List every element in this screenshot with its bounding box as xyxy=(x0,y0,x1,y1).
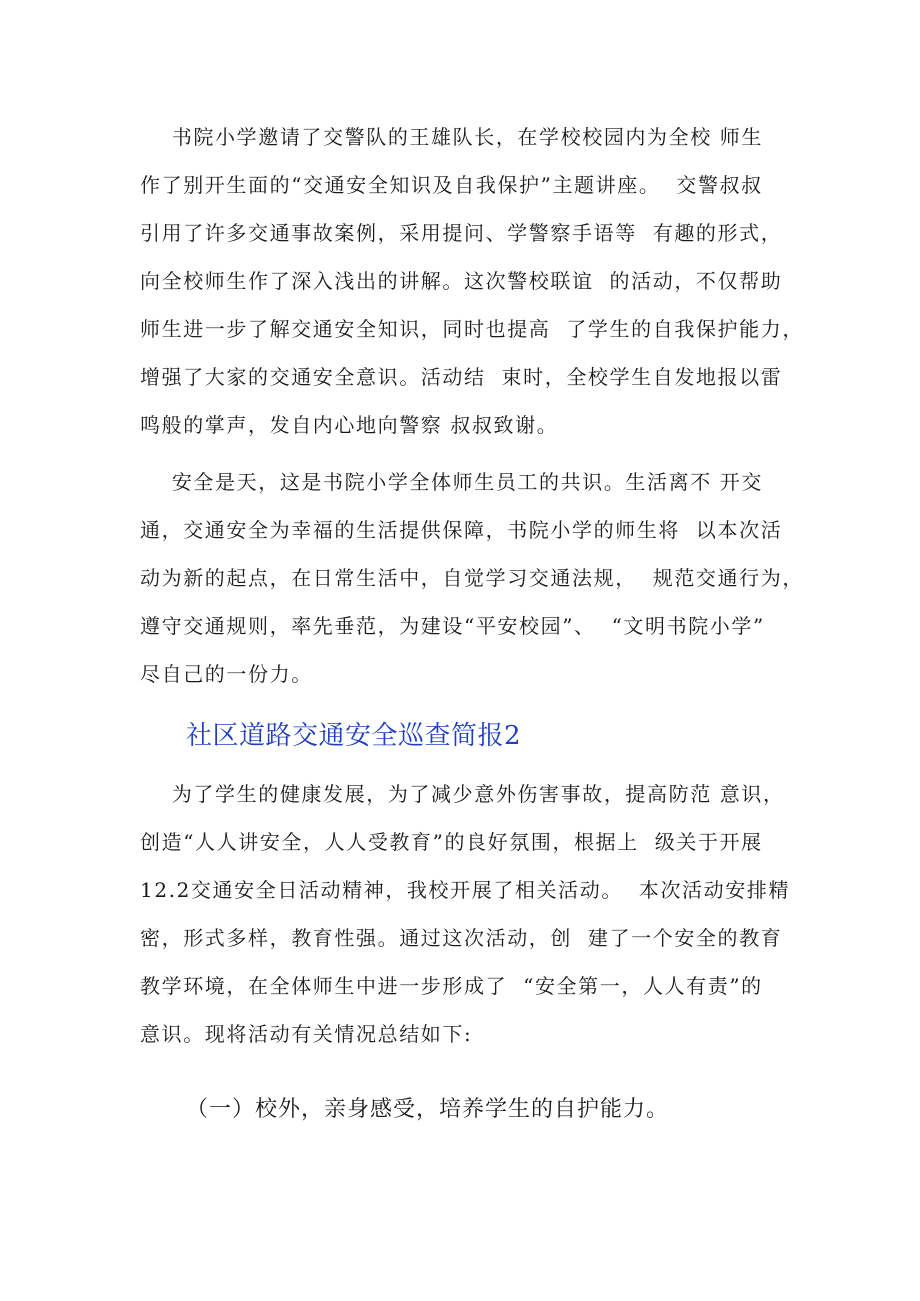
section-heading: 社区道路交通安全巡查简报2 xyxy=(186,721,522,751)
paragraph-line: 向全校师生作了深入浅出的讲解。这次警校联谊 的活动，不仅帮助 xyxy=(140,269,783,293)
paragraph-line: 尽自己的一份力。 xyxy=(140,662,313,686)
paragraph-line: 书院小学邀请了交警队的王雄队长，在学校校园内为全校 师生 xyxy=(140,125,763,149)
paragraph-activity-summary xyxy=(140,770,810,1058)
paragraph-line: 动为新的起点，在日常生活中，自觉学习交通法规， 规范交通行为， xyxy=(140,566,804,590)
paragraph-line: 创造“人人讲安全，人人受教育”的良好氛围，根据上 级关于开展 xyxy=(140,830,763,854)
paragraph-line: 教学环境，在全体师生中进一步形成了 “安全第一，人人有责”的 xyxy=(140,974,763,998)
subsection-heading: （一）校外，亲身感受，培养学生的自护能力。 xyxy=(186,1097,670,1122)
paragraph-line: 师生进一步了解交通安全知识，同时也提高 了学生的自我保护能力， xyxy=(140,317,804,341)
paragraph-line: 安全是天，这是书院小学全体师生员工的共识。生活离不 开交 xyxy=(140,470,763,494)
paragraph-line: 密，形式多样，教育性强。通过这次活动，创 建了一个安全的教育 xyxy=(140,926,783,950)
paragraph-line: 为了学生的健康发展，为了减少意外伤害事故，提高防范 意识， xyxy=(140,782,785,806)
paragraph-line: 意识。现将活动有关情况总结如下: xyxy=(140,1022,473,1046)
paragraph-line: 增强了大家的交通安全意识。活动结 束时，全校学生自发地报以雷 xyxy=(140,365,783,389)
paragraph-line: 遵守交通规则，率先垂范，为建设“平安校园”、 “文明书院小学” xyxy=(140,614,765,638)
paragraph-line: 12.2交通安全日活动精神，我校开展了相关活动。 本次活动安排精 xyxy=(140,878,791,902)
paragraph-safety-consensus xyxy=(140,458,810,698)
paragraph-line: 引用了许多交通事故案例，采用提问、学警察手语等 有趣的形式， xyxy=(140,221,783,245)
paragraph-line: 作了别开生面的“交通安全知识及自我保护”主题讲座。 交警叔叔 xyxy=(140,173,763,197)
paragraph-line: 鸣般的掌声，发自内心地向警察 叔叔致谢。 xyxy=(140,413,559,437)
paragraph-lecture xyxy=(140,113,810,449)
paragraph-line: 通，交通安全为幸福的生活提供保障，书院小学的师生将 以本次活 xyxy=(140,518,783,542)
